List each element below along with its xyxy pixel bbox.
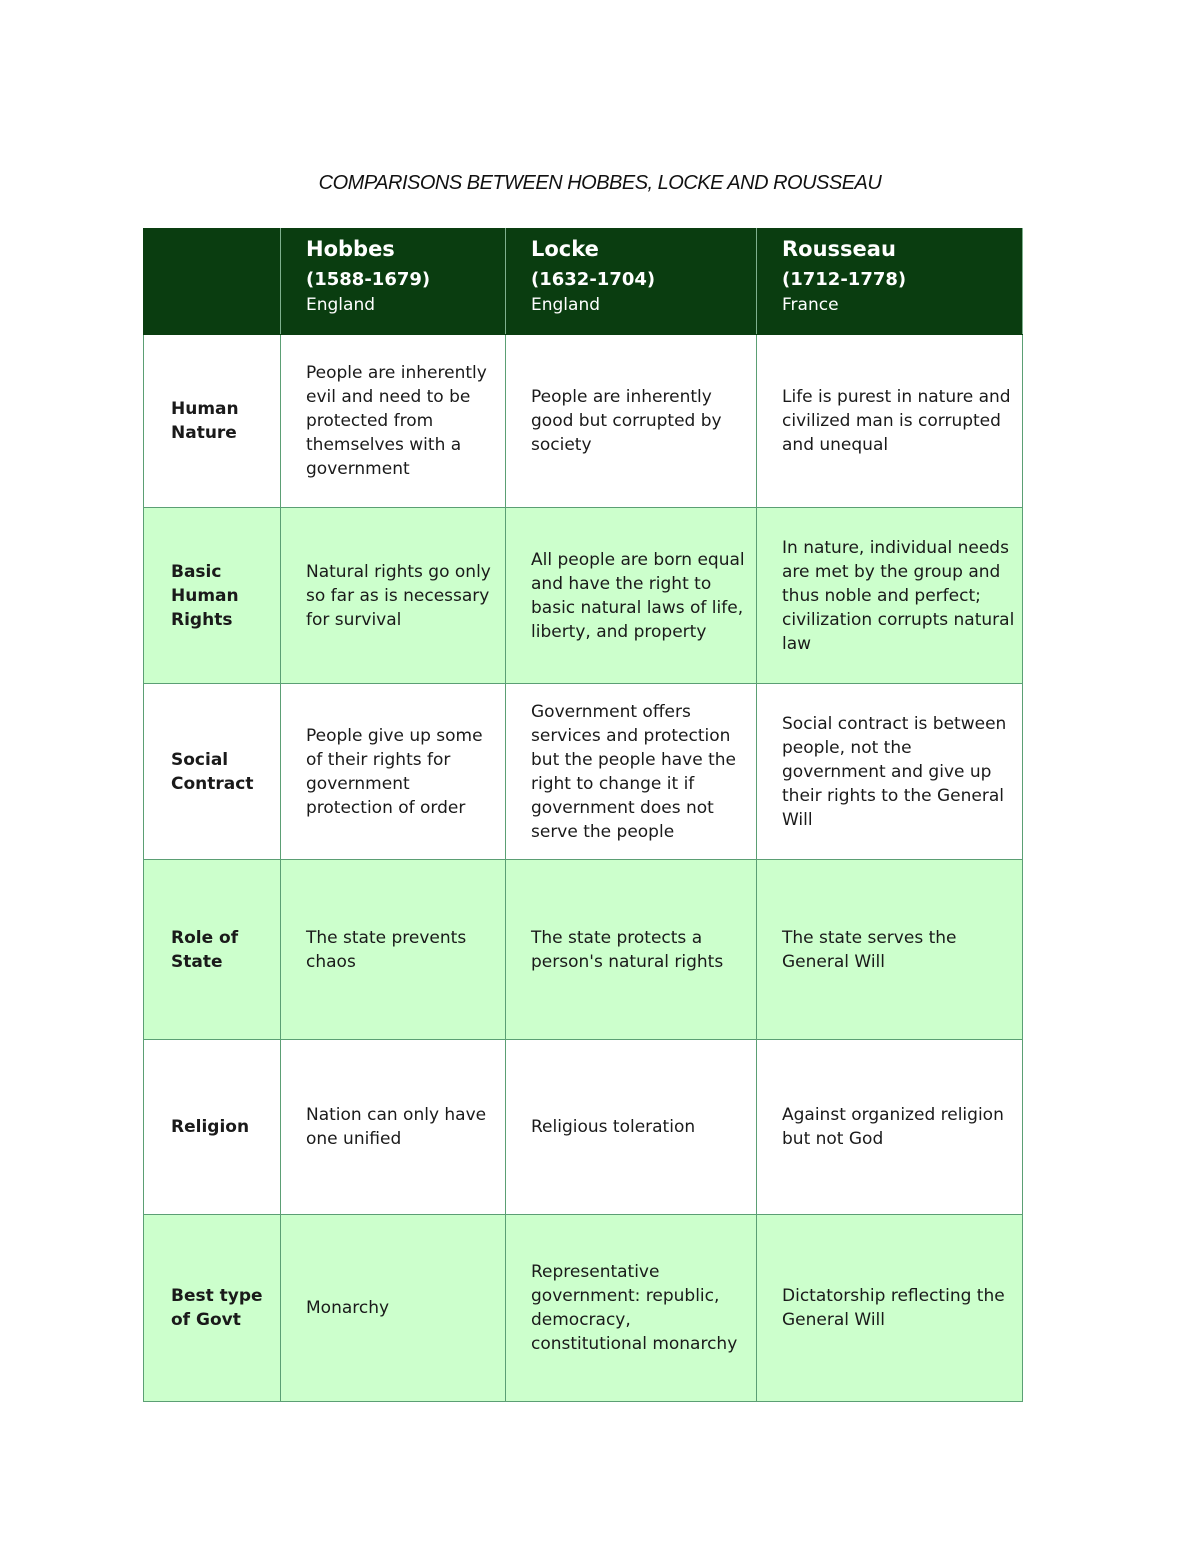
table-row-role-of-state: [144, 860, 1023, 1040]
table-body: [144, 335, 1023, 1402]
table-header: [144, 229, 1023, 335]
philosopher-country: England: [531, 295, 601, 315]
row-label: Social Contract: [144, 684, 281, 860]
cell-hobbes: Monarchy: [281, 1215, 506, 1402]
cell-rousseau: Life is purest in nature and civilized man is corrupted and unequal: [757, 335, 1023, 508]
cell-rousseau: In nature, individual needs are met by the group and thus noble and perfect; civilization corrupts natural law: [757, 508, 1023, 684]
cell-locke: Government offers services and protection but the people have the right to change it if government does not serve the people: [506, 684, 757, 860]
header-hobbes: [281, 229, 506, 335]
philosopher-name: Hobbes: [306, 237, 395, 261]
document-title: COMPARISONS BETWEEN HOBBES, LOCKE AND ROUSSEAU: [318, 172, 882, 194]
row-label: Religion: [144, 1040, 281, 1215]
table-row-social-contract: [144, 684, 1023, 860]
cell-locke: Religious toleration: [506, 1040, 757, 1215]
cell-rousseau: The state serves the General Will: [757, 860, 1023, 1040]
cell-hobbes: Nation can only have one unified: [281, 1040, 506, 1215]
cell-rousseau: Social contract is between people, not the government and give up their rights to the General Will: [757, 684, 1023, 860]
header-rousseau: [757, 229, 1023, 335]
cell-rousseau: Against organized religion but not God: [757, 1040, 1023, 1215]
cell-locke: The state protects a person's natural rights: [506, 860, 757, 1040]
cell-hobbes: People give up some of their rights for government protection of order: [281, 684, 506, 860]
cell-rousseau: Dictatorship reflecting the General Will: [757, 1215, 1023, 1402]
table-row-best-type-of-govt: [144, 1215, 1023, 1402]
row-label: Best type of Govt: [144, 1215, 281, 1402]
philosopher-country: France: [782, 295, 839, 315]
philosopher-years: (1632-1704): [531, 269, 656, 290]
philosopher-name: Locke: [531, 237, 599, 261]
row-label: Human Nature: [144, 335, 281, 508]
comparison-table: [143, 228, 1023, 1402]
header-corner-cell: [144, 229, 281, 335]
philosopher-country: England: [306, 295, 376, 315]
cell-hobbes: People are inherently evil and need to be protected from themselves with a government: [281, 335, 506, 508]
table-row-human-nature: [144, 335, 1023, 508]
cell-locke: People are inherently good but corrupted by society: [506, 335, 757, 508]
table-row-basic-human-rights: [144, 508, 1023, 684]
cell-hobbes: Natural rights go only so far as is necessary for survival: [281, 508, 506, 684]
table-row-religion: [144, 1040, 1023, 1215]
philosopher-years: (1712-1778): [782, 269, 907, 290]
cell-hobbes: The state prevents chaos: [281, 860, 506, 1040]
header-locke: [506, 229, 757, 335]
row-label: Basic Human Rights: [144, 508, 281, 684]
philosopher-years: (1588-1679): [306, 269, 431, 290]
header-row: [144, 229, 1023, 335]
cell-locke: All people are born equal and have the right to basic natural laws of life, liberty, and property: [506, 508, 757, 684]
philosopher-name: Rousseau: [782, 237, 896, 261]
row-label: Role of State: [144, 860, 281, 1040]
cell-locke: Representative government: republic, democracy, constitutional monarchy: [506, 1215, 757, 1402]
